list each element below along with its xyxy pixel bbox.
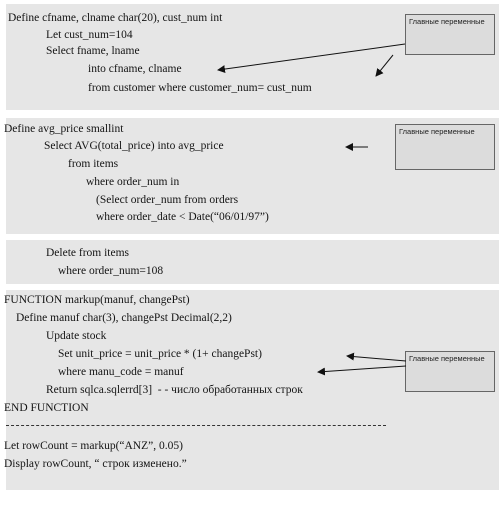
code-line: Select AVG(total_price) into avg_price	[44, 140, 224, 152]
code-line: END FUNCTION	[4, 402, 89, 414]
code-line: Let rowCount = markup(“ANZ”, 0.05)	[4, 440, 183, 452]
code-line: Define cfname, clname char(20), cust_num int	[8, 12, 223, 24]
code-line: Update stock	[46, 330, 107, 342]
code-line: Display rowCount, “ строк изменено.”	[4, 458, 187, 470]
code-line: where order_date < Date(“06/01/97”)	[96, 211, 269, 223]
code-line: Define avg_price smallint	[4, 123, 124, 135]
code-line: where order_num=108	[58, 265, 164, 277]
code-line: Set unit_price = unit_price * (1+ changePst)	[58, 348, 262, 360]
code-line: FUNCTION markup(manuf, changePst)	[4, 294, 190, 306]
code-line: Select fname, lname	[46, 45, 140, 57]
dashed-separator	[6, 425, 386, 426]
code-line: into cfname, clname	[88, 63, 182, 75]
code-line: Let cust_num=104	[46, 29, 133, 41]
code-line: (Select order_num from orders	[96, 194, 239, 206]
code-line: Define manuf char(3), changePst Decimal(2,2)	[16, 312, 232, 324]
code-line: Delete from items	[46, 247, 130, 259]
annotation-note: Главные переменные	[395, 124, 495, 170]
code-line: from customer where customer_num= cust_num	[88, 82, 312, 94]
annotation-note: Главные переменные	[405, 14, 495, 55]
annotation-note: Главные переменные	[405, 351, 495, 392]
code-line: from items	[68, 158, 119, 170]
code-line: Return sqlca.sqlerrd[3] - - число обработанных строк	[46, 384, 303, 396]
code-line: where order_num in	[86, 176, 180, 188]
code-line: where manu_code = manuf	[58, 366, 184, 378]
